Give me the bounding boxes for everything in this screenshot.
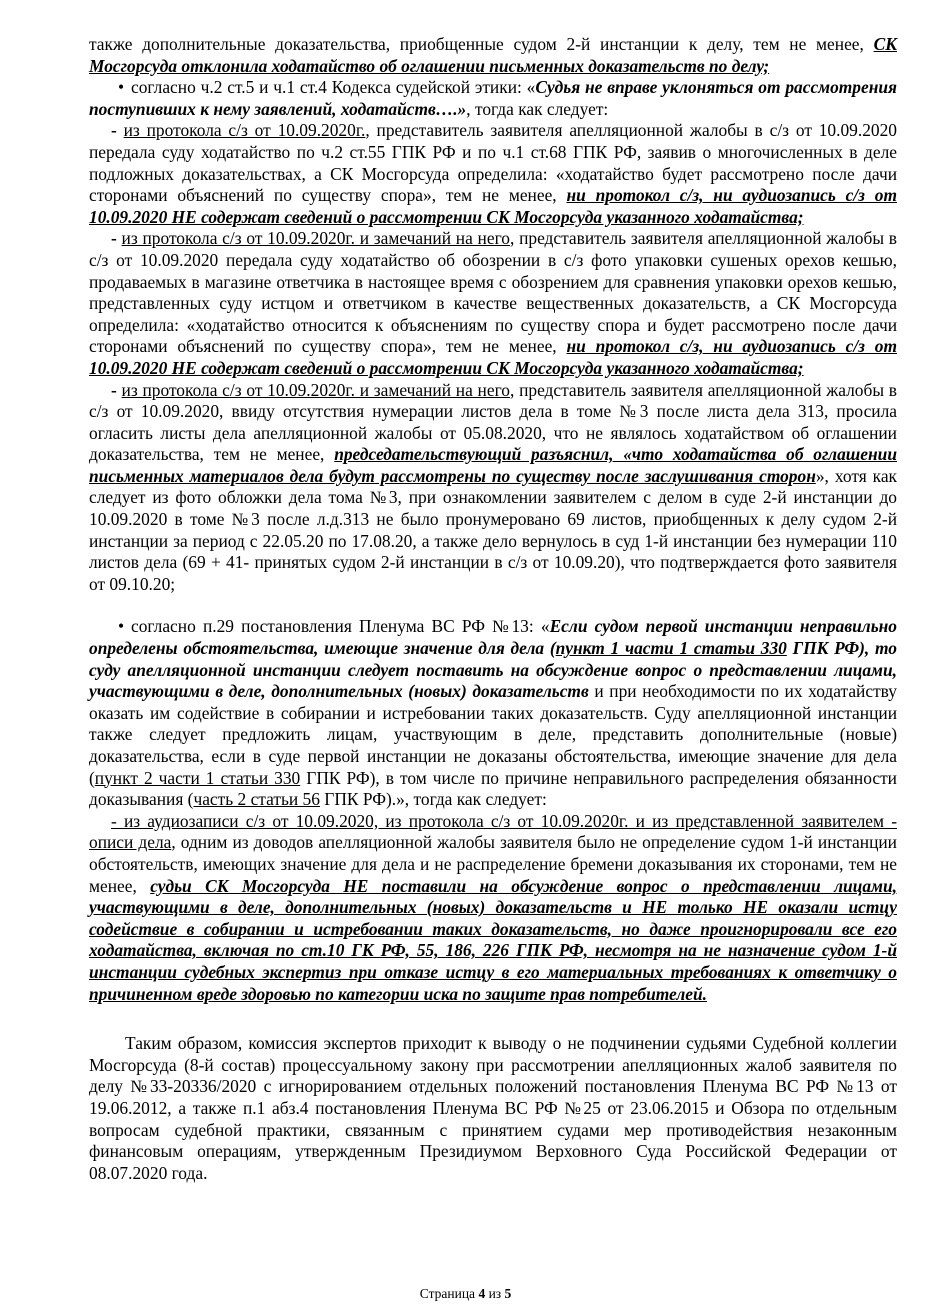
law-reference-2: пункт 2 части 1 статьи 330: [94, 767, 301, 788]
source-reference: из протокола с/з от 10.09.2020г.: [123, 120, 366, 141]
document-page: [89, 34, 897, 1184]
emphasis: председательствующий разъяснил, «что ходатайства об оглашении письменных материалов дела будут рассмотрены по существу после заслушивания сторон: [89, 444, 898, 486]
page-number: 4: [478, 1286, 486, 1301]
text-mid-2: ГПК РФ), в том числе по причине неправильного распределения обязанности доказывания (: [89, 767, 897, 810]
emphasis: судьи СК Мосгорсуда НЕ поставили на обсуждение вопрос о представлении лицами, участвующими в деле, дополнительных (новых) доказательств и НЕ только НЕ оказали истцу содействие в собирании и истребовании таких доказательств, но даже проигнорировали все его ходатайства, включая по ст.10 ГК РФ, 55, 186, 226 ГПК РФ, несмотря на не назначение судом 1-й инстанции судебных экспертиз при отказе истцу в его материальных требованиях к ответчику о причиненном вреде здоровью по категории иска по защите прав потребителей.: [89, 875, 897, 1004]
dash-paragraph-1: [89, 120, 897, 228]
source-reference: - из аудиозаписи с/з от 10.09.2020, из протокола с/з от 10.09.2020г. и из представленной заявителем - описи дела: [89, 810, 897, 853]
text-tail: », хотя как следует из фото обложки дела тома №3, при ознакомлении заявителем с делом в суде 2-й инстанции до 10.09.2020 в томе №3 после л.д.313 не было пронумеровано 69 листов, приобщенных к делу судом 2-й инстанции за период с 22.05.20 по 17.08.20, а также дело вернулось в суд 1-й инстанции без нумерации 110 листов дела (69 + 41- принятых судом 2-й инстанции в с/з от 10.09.20), что подтверждается фото заявителя от 09.10.20;: [89, 465, 897, 594]
quote-part-1: Если судом первой инстанции неправильно определены обстоятельства, имеющие значение для дела (: [89, 616, 897, 659]
paragraph-1: [89, 34, 897, 77]
page-footer: [0, 1286, 931, 1302]
text: согласно ч.2 ст.5 и ч.1 ст.4 Кодекса судейской этики: «: [131, 77, 536, 98]
page-total: 5: [504, 1286, 512, 1301]
quote-part-2: ГПК РФ), то суду апелляционной инстанции следует поставить на обсуждение вопрос о представлении лицами, участвующими в деле, дополнительных (новых) доказательств: [89, 638, 897, 702]
text: , представитель заявителя апелляционной жалобы в с/з от 10.09.2020 передала суду ходатайство по ч.2 ст.55 ГПК РФ и по ч.1 ст.68 ГПК РФ, заявив о многочисленных в деле подложных доказательствах, а СК Мосгорсуда определила: «ходатайство будет рассмотрено после дачи сторонами объяснений по существу спора», тем не менее,: [89, 120, 897, 206]
text: согласно п.29 постановления Пленума ВС РФ №13: «: [131, 616, 550, 637]
conclusion-paragraph: Таким образом, комиссия экспертов приходит к выводу о не подчинении судьями Судебной коллегии Мосгорсуда (8-й состав) процессуальному закону при рассмотрении апелляционных жалоб заявителя по делу №33-20336/2020 с игнорированием отдельных положений постановления Пленума ВС РФ №13 от 19.06.2012, а также п.1 абз.4 постановления Пленума ВС РФ №25 от 23.06.2015 и Обзора по отдельным вопросам судебной практики, связанным с принятием судами мер противодействия незаконным финансовым операциям, утвержденным Президиумом Верховного Суда Российской Федерации от 08.07.2020 года.: [89, 1033, 897, 1183]
dash: -: [111, 120, 124, 141]
emphasis: ни протокол с/з, ни аудиозапись с/з от 10.09.2020 НЕ содержат сведений о рассмотрении СК Мосгорсуда указанного ходатайства;: [89, 185, 898, 227]
text: , представитель заявителя апелляционной жалобы в с/з от 10.09.2020 передала суду ходатайство об обозрении в с/з фото упаковки сушеных орехов кешью, продаваемых в магазине ответчика в настоящее время с обозрением для сравнения упаковки орехов кешью, представленных суду истцом и ответчиком в качестве вещественных доказательств, а СК Мосгорсуда определила: «ходатайство относится к объяснениям по существу спора и будет рассмотрено после дачи сторонами объяснений по существу спора», тем не менее,: [89, 228, 898, 357]
emphasis: ни протокол с/з, ни аудиозапись с/з от 10.09.2020 НЕ содержат сведений о рассмотрении СК Мосгорсуда указанного ходатайства;: [89, 336, 898, 378]
text: , одним из доводов апелляционной жалобы заявителя было не определение судом 1-й инстанции обстоятельств, имеющих значение для дела и не распределение бремени доказывания их сторонами, тем не менее,: [89, 832, 897, 896]
text-mid: и при необходимости по их ходатайству оказать им содействие в собирании и истребовании таких доказательств. Суду апелляционной инстанции также следует предложить лицам, участвующим в деле, представить дополнительные (новые) доказательства, если в суде первой инстанции не доказаны обстоятельства, имеющие значение для дела (: [89, 681, 897, 788]
source-reference: из протокола с/з от 10.09.2020г. и замечаний на него: [121, 228, 510, 249]
dash-paragraph-3: [89, 380, 897, 596]
quote: Судья не вправе уклоняться от рассмотрения поступивших к нему заявлений, ходатайств….»: [89, 77, 897, 119]
dash: -: [111, 379, 122, 400]
dash-paragraph-4: [89, 811, 897, 1005]
emphasis: СК Мосгорсуда отклонила ходатайство об оглашении письменных доказательств по делу;: [89, 34, 897, 76]
bullet-icon: •: [117, 616, 125, 637]
footer-middle: из: [485, 1286, 505, 1301]
text-end: ГПК РФ).», тогда как следует:: [319, 789, 547, 810]
bullet-paragraph-plenum: [89, 616, 897, 810]
text-tail: , тогда как следует:: [466, 98, 609, 119]
footer-prefix: Страница: [419, 1286, 479, 1301]
spacer: [89, 595, 897, 616]
law-reference: пункт 1 части 1 статьи 330: [555, 638, 787, 659]
dash-paragraph-2: [89, 228, 897, 379]
source-reference: из протокола с/з от 10.09.2020г. и замечаний на него: [121, 379, 510, 400]
spacer: [89, 1005, 897, 1033]
law-reference-3: часть 2 статьи 56: [193, 789, 320, 810]
text: также дополнительные доказательства, приобщенные судом 2-й инстанции к делу, тем не менее,: [89, 34, 874, 54]
dash: -: [111, 228, 122, 249]
bullet-icon: •: [117, 77, 125, 98]
text: , представитель заявителя апелляционной жалобы в с/з от 10.09.2020, ввиду отсутствия нумерации листов дела в томе №3 после листа дела 313, просила огласить листы дела апелляционной жалобы от 05.08.2020, что не являлось ходатайством об оглашении доказательства, тем не менее,: [89, 379, 898, 465]
bullet-paragraph-ethics: [89, 77, 897, 120]
